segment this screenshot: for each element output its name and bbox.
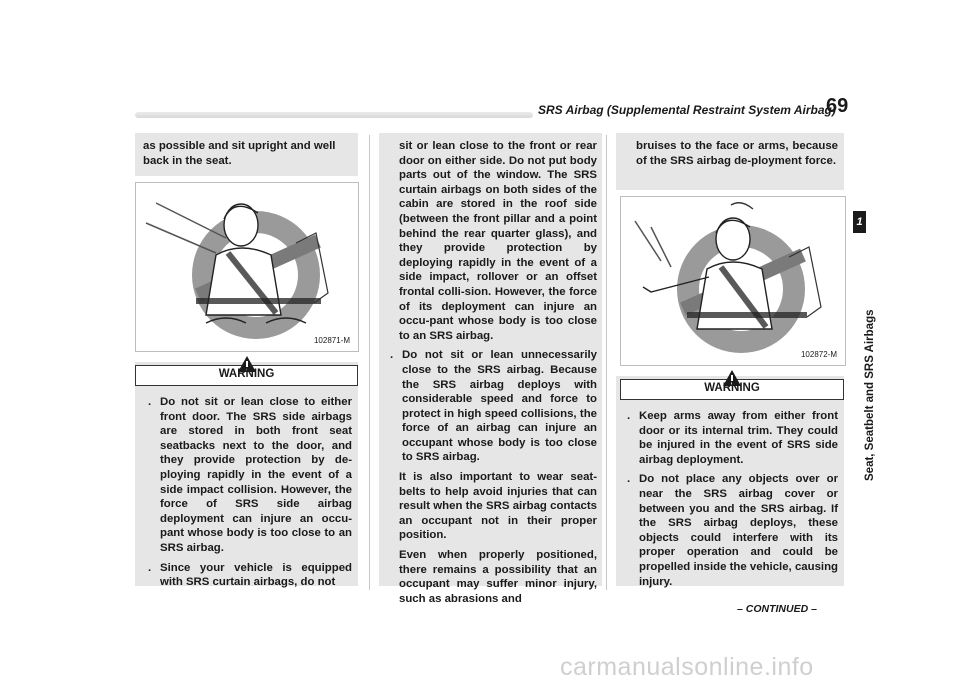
figure-code: 102872-M [800, 350, 837, 359]
warning-bar [620, 379, 844, 400]
warning-label: WARNING [218, 368, 275, 380]
column-3-intro [622, 139, 838, 168]
intro-text: as possible and sit upright and well back in the seat. [143, 140, 336, 167]
paragraph-minor-injury: Even when properly positioned, there remains a possibility that an occupant may suffer minor injury, such as abrasions and [399, 549, 597, 605]
warning-bullet [143, 395, 352, 556]
bullet-text: Do not sit or lean close to either front door. The SRS side airbags are stored in both front seat seatbacks next to the door, and they provide protection by de-ploying rapidly in the event of a side impact collision. However, the force of SRS side airbag deployment can injure an occu-pant whose body is too close to an SRS airbag. [160, 396, 352, 554]
column-3-warning-text [622, 404, 838, 589]
bullet-text: Keep arms away from either front door or its internal trim. They could be injured in the event of SRS side airbag deployment. [639, 410, 838, 466]
continued-label: – CONTINUED – [737, 603, 817, 615]
column-1-intro [143, 139, 352, 168]
column-divider [369, 135, 370, 590]
warning-label: WARNING [704, 382, 760, 394]
bullet-symbol: . [148, 396, 152, 408]
occupant-illustration [621, 197, 845, 365]
section-title: SRS Airbag (Supplemental Restraint System Airbag) [538, 103, 836, 117]
chapter-number-tab: 1 [853, 211, 866, 233]
bullet-symbol: . [390, 349, 394, 362]
header-rule [135, 112, 533, 118]
column-1-warning-text [143, 390, 352, 590]
chapter-title: Seat, Seatbelt and SRS Airbags [864, 309, 876, 481]
continuation-text: sit or lean close to the front or rear door on either side. Do not put body parts out of the window. The SRS curtain airbags on both sides of the cabin are stored in the roof side (between the front pillar and a point behind the rear quarter glass), and they provide protection by deploying rapidly in the event of a side impact, rollover or an offset frontal colli-sion. However, the force of its deployment can injure an occu-pant whose body is too close to an SRS airbag. [399, 140, 597, 342]
figure-seated-occupant [135, 182, 359, 352]
column-2-text [385, 139, 597, 606]
warning-bullet [622, 472, 838, 589]
bullet-symbol: . [627, 410, 631, 422]
occupant-illustration [136, 183, 358, 351]
warning-bar [135, 365, 358, 386]
warning-bullet [143, 561, 352, 590]
bullet-text: Since your vehicle is equipped with SRS curtain airbags, do not [160, 561, 352, 589]
figure-arm-occupant [620, 196, 846, 366]
intro-text: bruises to the face or arms, because of the SRS airbag de-ployment force. [636, 140, 838, 167]
warning-bullet [385, 348, 597, 465]
chapter-title-vertical [850, 236, 876, 486]
warning-bullet [622, 409, 838, 467]
bullet-symbol: . [627, 473, 631, 486]
page-number: 69 [826, 95, 849, 117]
watermark: carmanualsonline.info [560, 653, 814, 681]
column-divider [606, 135, 607, 590]
bullet-symbol: . [148, 561, 152, 574]
bullet-text: Do not sit or lean unnecessarily close to the SRS airbag. Because the SRS airbag deploys with considerable speed and force to protect in high speed collisions, the force of an airbag can injure an occupant whose body is too close to SRS airbag. [402, 349, 597, 464]
figure-code: 102871-M [313, 336, 350, 345]
bullet-text: Do not place any objects over or near the SRS airbag cover or between you and the SRS airbag. If the SRS airbag deploys, these objects could interfere with its proper operation and could be propelled inside the vehicle, causing injury. [639, 473, 838, 588]
paragraph-seatbelts: It is also important to wear seat-belts to help avoid injuries that can result when the SRS airbag contacts an occupant not in their proper position. [399, 471, 597, 542]
